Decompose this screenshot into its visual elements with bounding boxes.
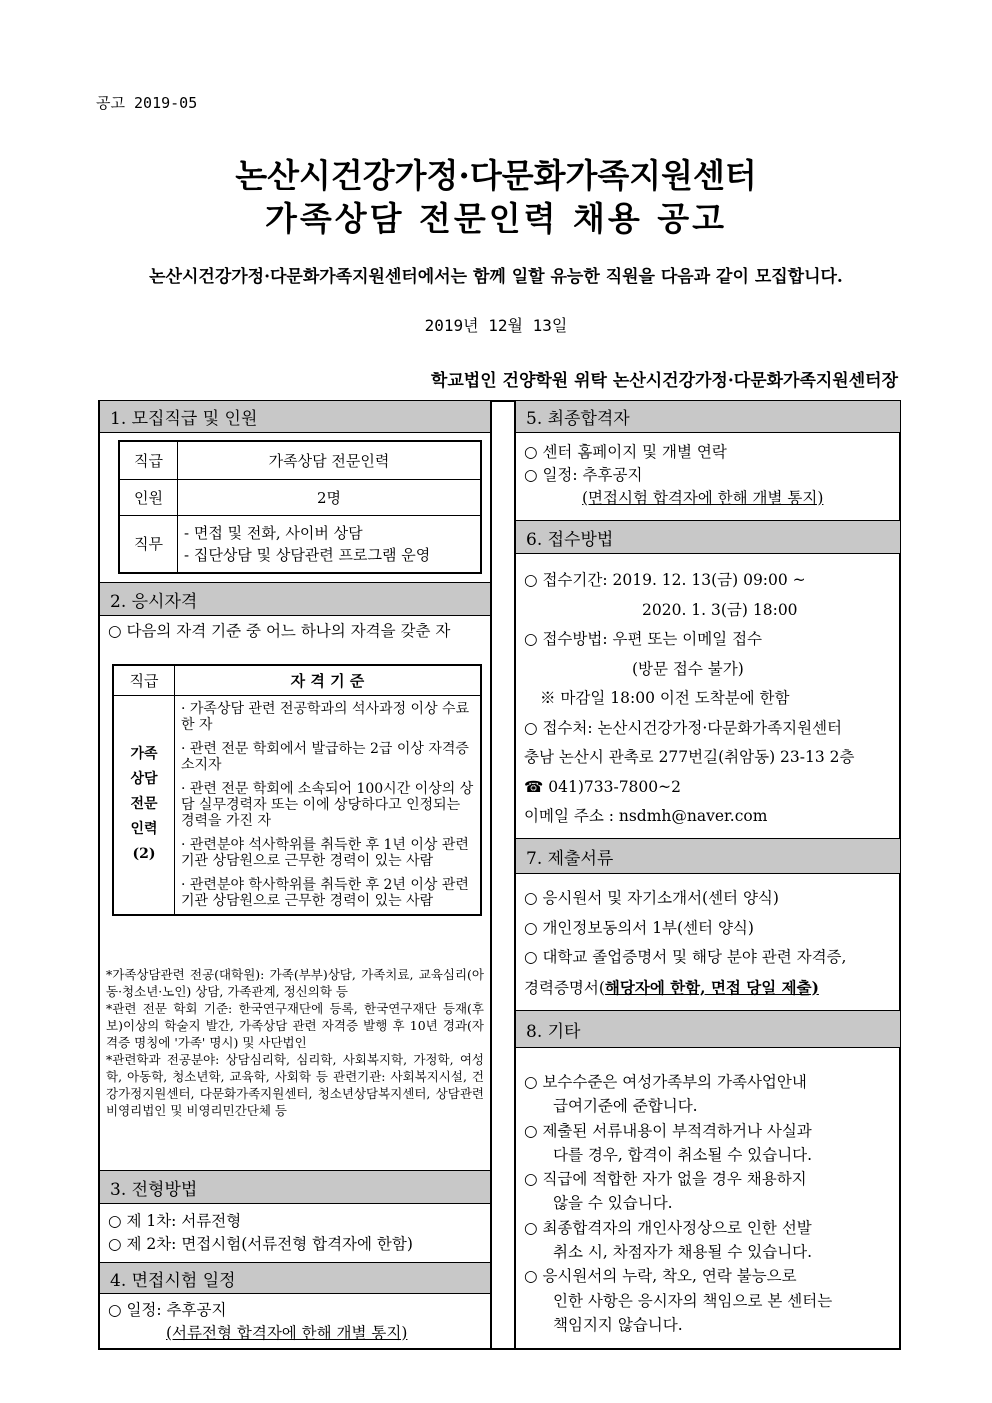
misc-line: 다를 경우, 합격이 취소될 수 있습니다. <box>553 1145 813 1164</box>
screening-step: ○ 제 1차: 서류전형 <box>108 1212 242 1230</box>
rank-label: 직급 <box>119 441 178 479</box>
sec8-heading: 8. 기타 <box>516 1010 900 1048</box>
interview-schedule: ○ 일정: 추후공지 <box>108 1301 227 1319</box>
misc-line: 취소 시, 차점자가 채용될 수 있습니다. <box>553 1243 813 1262</box>
notice-number: 공고 2019-05 <box>96 94 198 112</box>
misc-line: 않을 수 있습니다. <box>553 1194 673 1213</box>
misc-item <box>524 1216 896 1265</box>
sec6-body <box>524 566 896 832</box>
misc-line: 인한 사항은 응시자의 책임으로 본 센터는 <box>553 1291 833 1310</box>
sec2-notes <box>106 966 484 1119</box>
rank-line: 인력 <box>130 821 158 837</box>
misc-item <box>524 1070 896 1119</box>
note-item: *관련학과 전공분야: 상담심리학, 심리학, 사회복지학, 가정학, 여성학, 아동학, 청소년학, 교육학, 사회학 등 관련기관: 사회복지시설, 건강가정지원센터, 다문화가족지원센터, 청소년상담복지센터, 상담관련 비영리법인 및 비영리민간단체 등 <box>106 1052 484 1118</box>
rank-line: 전문 <box>130 796 158 812</box>
misc-line: ○ 직급에 적합한 자가 없을 경우 채용하지 <box>524 1170 807 1189</box>
sec8-body <box>524 1070 896 1337</box>
col-criteria-header: 자 격 기 준 <box>175 665 482 695</box>
sec7-heading: 7. 제출서류 <box>516 838 900 874</box>
method-line: ○ 접수방법: 우편 또는 이메일 접수 <box>524 630 763 648</box>
phone-line: ☎ 041)733-7800~2 <box>524 777 681 796</box>
headcount-label: 인원 <box>119 479 178 515</box>
misc-item <box>524 1167 896 1216</box>
qualification-table <box>112 664 482 916</box>
document-last-prefix: 경력증명서( <box>524 978 605 997</box>
criteria-item: · 관련분야 학사학위를 취득한 후 2년 이상 관련기관 상담원으로 근무한 경력이 있는 사람 <box>181 876 469 909</box>
final-item: ○ 일정: 추후공지 <box>524 466 643 484</box>
document-item-last <box>524 973 896 1004</box>
issuer: 학교법인 건양학원 위탁 논산시건강가정·다문화가족지원센터장 <box>430 371 898 391</box>
headcount-value: 2명 <box>178 479 482 515</box>
notice-date: 2019년 12월 13일 <box>424 316 568 335</box>
interview-note: (서류전형 합격자에 한해 개별 통지) <box>166 1324 408 1342</box>
email-line: 이메일 주소 : nsdmh@naver.com <box>524 807 768 825</box>
rank-value: 가족상담 전문인력 <box>178 441 482 479</box>
intro-text: 논산시건강가정·다문화가족지원센터에서는 함께 일할 유능한 직원을 다음과 같이 모집합니다. <box>149 267 843 287</box>
misc-line: ○ 제출된 서류내용이 부적격하거나 사실과 <box>524 1121 812 1140</box>
criteria-item: · 가족상담 관련 전공학과의 석사과정 이상 수료한 자 <box>181 700 470 733</box>
period-line2: 2020. 1. 3(금) 18:00 <box>642 600 798 619</box>
document-last-bold: 해당자에 한함, 면접 당일 제출) <box>604 977 819 997</box>
page-title-line1: 논산시건강가정·다문화가족지원센터 <box>235 156 757 195</box>
sec5-heading: 5. 최종합격자 <box>516 401 900 433</box>
rank-line: 상담 <box>130 771 158 787</box>
sec2-heading: 2. 응시자격 <box>100 582 490 616</box>
sec1-heading: 1. 모집직급 및 인원 <box>100 401 490 433</box>
address-line: 충남 논산시 관촉로 277번길(취암동) 23-13 2층 <box>524 748 855 766</box>
sec4-body <box>108 1299 484 1345</box>
sec6-heading: 6. 접수방법 <box>516 520 900 554</box>
page-title-line2: 가족상담 전문인력 채용 공고 <box>264 199 727 238</box>
misc-item <box>524 1119 896 1168</box>
duty-item: - 면접 및 전화, 사이버 상담 <box>184 523 363 542</box>
rank-line: 가족 <box>130 746 158 762</box>
sec4-heading: 4. 면접시험 일정 <box>100 1262 490 1294</box>
position-table <box>118 440 482 574</box>
misc-line: ○ 응시원서의 누락, 착오, 연락 불능으로 <box>524 1267 797 1286</box>
misc-line: 책임지지 않습니다. <box>553 1315 683 1334</box>
sec7-body <box>524 884 896 1003</box>
duty-item: - 집단상담 및 상담관련 프로그램 운영 <box>184 545 431 564</box>
final-item: ○ 센터 홈페이지 및 개별 연락 <box>524 443 727 461</box>
document-item: ○ 개인정보동의서 1부(센터 양식) <box>524 918 754 937</box>
col-rank-header: 직급 <box>113 665 175 695</box>
sec2-lead: ○ 다음의 자격 기준 중 어느 하나의 자격을 갖춘 자 <box>108 622 451 640</box>
rank-cell <box>113 695 175 915</box>
sec5-body <box>524 441 896 510</box>
column-divider-left <box>490 400 492 1350</box>
criteria-item: · 관련분야 석사학위를 취득한 후 1년 이상 관련기관 상담원으로 근무한 경력이 있는 사람 <box>181 836 469 869</box>
document-item: ○ 대학교 졸업증명서 및 해당 분야 관련 자격증, <box>524 948 847 966</box>
sec3-body <box>108 1210 484 1256</box>
misc-line: ○ 보수수준은 여성가족부의 가족사업안내 <box>524 1073 807 1091</box>
note-item: *관련 전문 학회 기준: 한국연구재단에 등록, 한국연구재단 등재(후보)이상의 학술지 발간, 가족상담 관련 자격증 발행 후 10년 경과(자격증 명칭에 '가족' 명시) 및 사단법인 <box>106 1001 484 1050</box>
period-line1: ○ 접수기간: 2019. 12. 13(금) 09:00 ~ <box>524 571 806 589</box>
misc-item <box>524 1264 896 1337</box>
sec3-heading: 3. 전형방법 <box>100 1170 490 1204</box>
misc-line: 급여기준에 준합니다. <box>553 1097 698 1116</box>
deadline-note: ※ 마감일 18:00 이전 도착분에 한함 <box>540 689 790 707</box>
screening-step: ○ 제 2차: 면접시험(서류전형 합격자에 한함) <box>108 1235 413 1253</box>
misc-line: ○ 최종합격자의 개인사정상으로 인한 선발 <box>524 1218 812 1237</box>
method-note: (방문 접수 불가) <box>632 659 744 678</box>
criteria-item: · 관련 전문 학회에 소속되어 100시간 이상의 상담 실무경력자 또는 이에 상당하다고 인정되는 경력을 가진 자 <box>181 780 474 829</box>
note-item: *가족상담관련 전공(대학원): 가족(부부)상담, 가족치료, 교육심리(아동·청소년·노인) 상담, 가족관계, 정신의학 등 <box>106 967 484 999</box>
document-item: ○ 응시원서 및 자기소개서(센터 양식) <box>524 889 779 907</box>
rank-line: (2) <box>132 846 156 862</box>
criteria-item: · 관련 전문 학회에서 발급하는 2급 이상 자격증 소지자 <box>181 740 469 773</box>
duty-label: 직무 <box>119 515 178 573</box>
final-note: (면접시험 합격자에 한해 개별 통지) <box>582 489 824 507</box>
place-line: ○ 접수처: 논산시건강가정·다문화가족지원센터 <box>524 718 843 737</box>
